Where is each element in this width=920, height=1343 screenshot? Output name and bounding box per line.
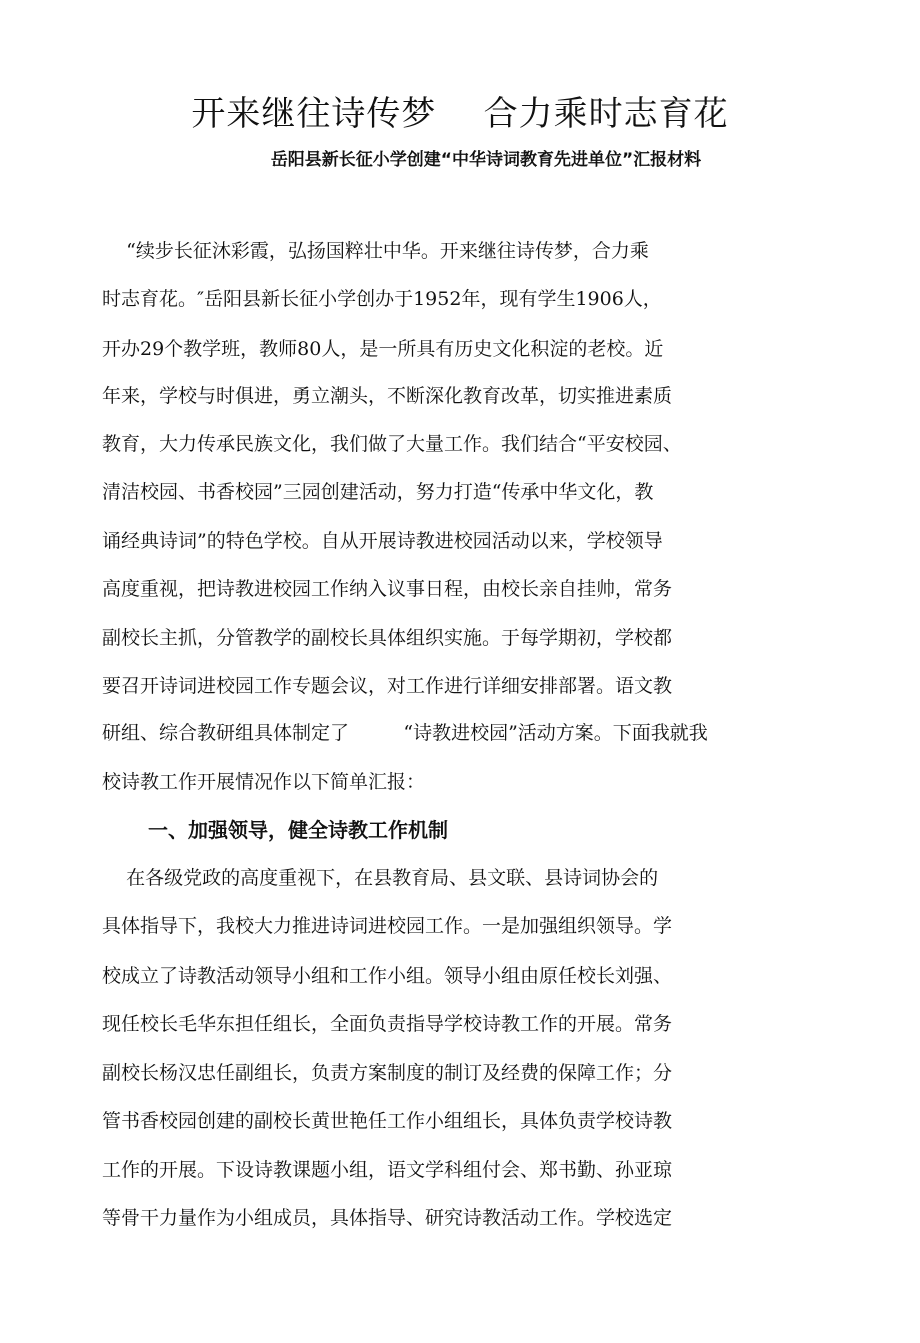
text-line: 清洁校园、书香校园”三园创建活动，努力打造“传承中华文化，教 [102, 481, 654, 503]
text-line: 教育，大力传承民族文化，我们做了大量工作。我们结合“平安校园、 [102, 433, 682, 455]
text-line: 校诗教工作开展情况作以下简单汇报： [102, 771, 426, 793]
text-line: 管书香校园创建的副校长黄世艳任工作小组组长，具体负责学校诗教 [102, 1110, 673, 1132]
text-line: 副校长主抓，分管教学的副校长具体组织实施。于每学期初，学校都 [102, 627, 673, 649]
text-line: 开办29个教学班，教师80人，是一所具有历史文化积淀的老校。近 [102, 338, 664, 360]
text-line: 现任校长毛华东担任组长，全面负责指导学校诗教工作的开展。常务 [102, 1013, 673, 1035]
text-line: 在各级党政的高度重视下，在县教育局、县文联、县诗词协会的 [102, 867, 659, 889]
text-line: 年来，学校与时俱进，勇立潮头，不断深化教育改革，切实推进素质 [102, 385, 673, 407]
document-title: 开来继往诗传梦 合力乘时志育花 [191, 94, 729, 134]
text-line: 工作的开展。下设诗教课题小组，语文学科组付会、郑书勤、孙亚琼 [102, 1159, 673, 1181]
text-line: 诵经典诗词”的特色学校。自从开展诗教进校园活动以来，学校领导 [102, 530, 663, 552]
text-line: 校成立了诗教活动领导小组和工作小组。领导小组由原任校长刘强、 [102, 965, 673, 987]
section-heading: 一、加强领导，健全诗教工作机制 [148, 818, 448, 842]
text-line: 要召开诗词进校园工作专题会议，对工作进行详细安排部署。语文教 [102, 675, 673, 697]
text-line: 具体指导下，我校大力推进诗词进校园工作。一是加强组织领导。学 [102, 915, 673, 937]
text-line: “续步长征沐彩霞，弘扬国粹壮中华。开来继往诗传梦，合力乘 [102, 240, 649, 262]
text-line: 高度重视，把诗教进校园工作纳入议事日程，由校长亲自挂帅，常务 [102, 578, 673, 600]
text-line: 时志育花。″岳阳县新长征小学创办于1952年，现有学生1906人， [102, 288, 662, 310]
text-line: 等骨干力量作为小组成员，具体指导、研究诗教活动工作。学校选定 [102, 1207, 673, 1229]
text-line: 研组、综合教研组具体制定了 “诗教进校园”活动方案。下面我就我 [102, 722, 708, 744]
text-line: 副校长杨汉忠任副组长，负责方案制度的制订及经费的保障工作；分 [102, 1062, 673, 1084]
document-subtitle: 岳阳县新长征小学创建“中华诗词教育先进单位”汇报材料 [270, 150, 702, 170]
